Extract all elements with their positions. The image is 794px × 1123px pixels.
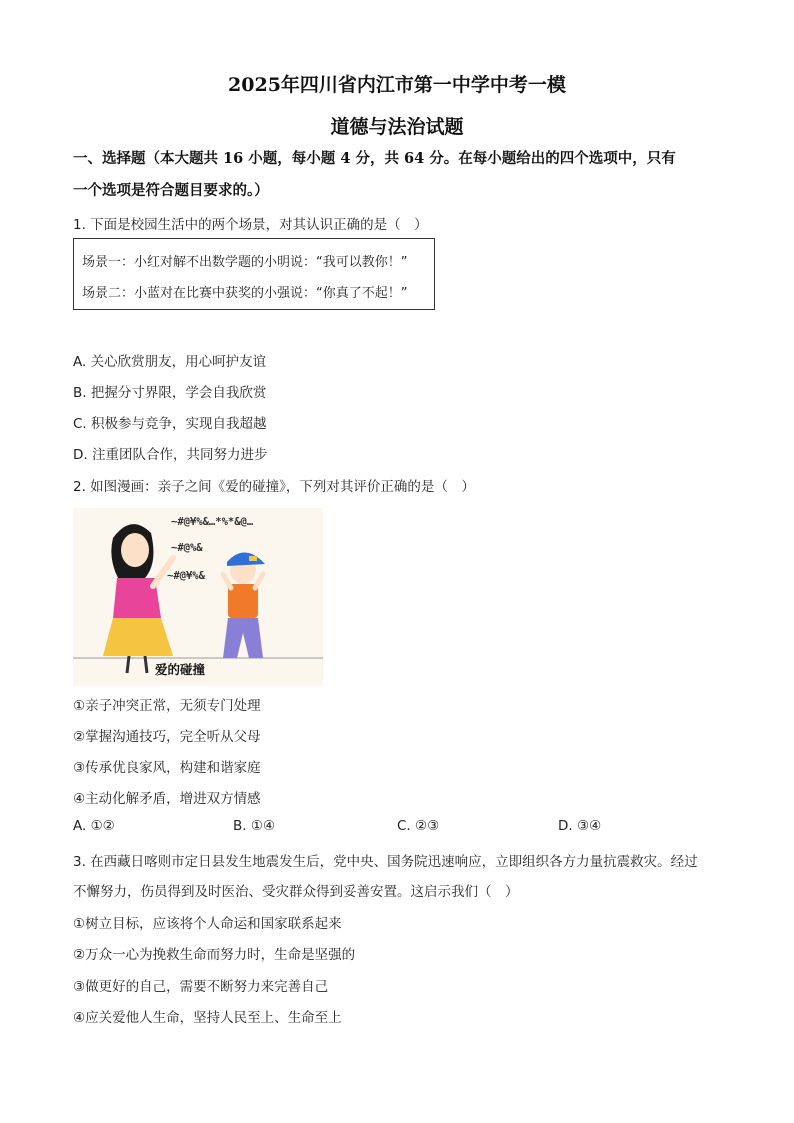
q1-scene2: 场景二：小蓝对在比赛中获奖的小强说：“你真了不起！” xyxy=(82,286,408,301)
q1-option-a: A. 关心欣赏朋友，用心呵护友谊 xyxy=(73,354,267,370)
q2-option-a: A. ①② xyxy=(73,818,115,834)
q2-item-2: ②掌握沟通技巧，完全听从父母 xyxy=(73,729,261,745)
q2-stem: 2. 如图漫画：亲子之间《爱的碰撞》，下列对其评价正确的是（ ） xyxy=(73,479,475,495)
q3-item-1: ①树立目标，应该将个人命运和国家联系起来 xyxy=(73,916,342,932)
q3-stem-line2: 不懈努力，伤员得到及时医治、受灾群众得到妥善安置。这启示我们（ ） xyxy=(73,884,519,900)
q1-option-d: D. 注重团队合作，共同努力进步 xyxy=(73,447,268,463)
cartoon-caption: 爱的碰撞 xyxy=(155,662,206,677)
section-heading-line2: 一个选项是符合题目要求的。） xyxy=(73,182,269,199)
q2-item-1: ①亲子冲突正常，无须专门处理 xyxy=(73,698,261,714)
q1-option-c: C. 积极参与竞争，实现自我超越 xyxy=(73,416,267,432)
speech-bubble-3: ~#@¥%& xyxy=(167,570,205,582)
q3-item-3: ③做更好的自己，需要不断努力来完善自己 xyxy=(73,979,329,995)
q2-option-c: C. ②③ xyxy=(397,818,440,834)
q1-stem: 1. 下面是校园生活中的两个场景，对其认识正确的是（ ） xyxy=(73,217,428,233)
q1-scene-box xyxy=(73,238,435,310)
exam-subtitle: 道德与法治试题 xyxy=(330,116,464,138)
q1-scene1: 场景一：小红对解不出数学题的小明说：“我可以教你！” xyxy=(82,255,408,270)
q2-option-d: D. ③④ xyxy=(558,818,602,834)
section-heading-line1: 一、选择题（本大题共 16 小题，每小题 4 分，共 64 分。在每小题给出的四个选项中，只有 xyxy=(73,150,676,167)
q1-option-b: B. 把握分寸界限，学会自我欣赏 xyxy=(73,385,267,401)
q2-item-3: ③传承优良家风，构建和谐家庭 xyxy=(73,760,261,776)
exam-title: 2025年四川省内江市第一中学中考一模 xyxy=(228,74,566,96)
section-heading xyxy=(73,143,723,207)
q2-option-b: B. ①④ xyxy=(233,818,276,834)
q3-item-2: ②万众一心为挽救生命而努力时，生命是坚强的 xyxy=(73,947,356,963)
speech-bubble-1: ~#@¥%&…*%*&@… xyxy=(171,516,254,528)
q2-item-4: ④主动化解矛盾，增进双方情感 xyxy=(73,791,261,807)
speech-bubble-2: ~#@%& xyxy=(171,542,203,554)
q3-item-4: ④应关爱他人生命，坚持人民至上、生命至上 xyxy=(73,1010,342,1026)
q3-stem-line1: 3. 在西藏日喀则市定日县发生地震发生后，党中央、国务院迅速响应，立即组织各方力量抗震救灾。经过 xyxy=(73,854,698,870)
